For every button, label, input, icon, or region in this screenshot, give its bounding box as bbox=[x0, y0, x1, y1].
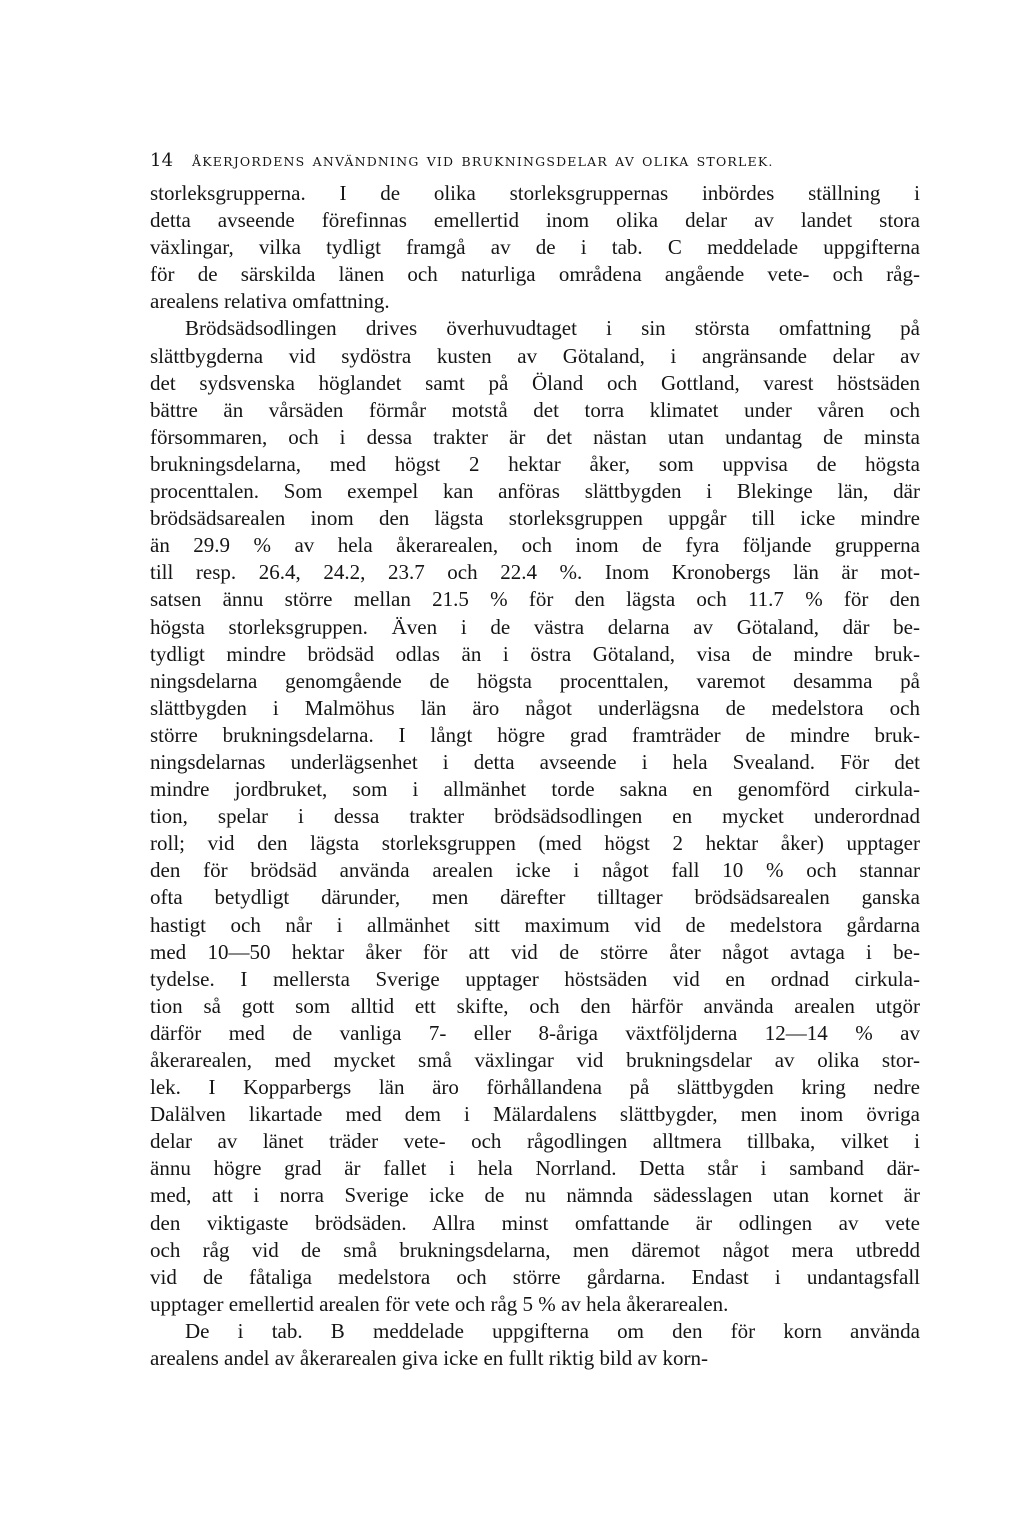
text-line: tion, spelar i dessa trakter brödsädsodlingen en mycket underordnad bbox=[150, 804, 920, 829]
text-line: med, att i norra Sverige icke de nu nämnda sädesslagen utan kornet är bbox=[150, 1183, 920, 1208]
text-line: ofta betydligt därunder, men därefter tilltager brödsädsarealen ganska bbox=[150, 885, 920, 910]
text-line: slättbygden i Malmöhus län äro något underlägsna de medelstora och bbox=[150, 695, 920, 720]
text-line: bättre än vårsäden förmår motstå det torra klimatet under våren och bbox=[150, 397, 920, 422]
text-line: den för brödsäd använda arealen icke i något fall 10 % och stannar bbox=[150, 858, 920, 883]
text-line: hastigt och når i allmänhet sitt maximum vid de medelstora gårdarna bbox=[150, 912, 920, 937]
text-line: arealens relativa omfattning. bbox=[150, 289, 390, 314]
text-line: De i tab. B meddelade uppgifterna om den för korn använda bbox=[185, 1318, 920, 1343]
text-line: än 29.9 % av hela åkerarealen, och inom de fyra följande grupperna bbox=[150, 533, 920, 558]
text-line: den viktigaste brödsäden. Allra minst omfattande är odlingen av vete bbox=[150, 1210, 920, 1235]
text-line: tydelse. I mellersta Sverige upptager höstsäden vid en ordnad cirkula- bbox=[150, 966, 920, 991]
text-line: och råg vid de små brukningsdelarna, men däremot något mera utbredd bbox=[150, 1237, 920, 1262]
paragraph bbox=[150, 180, 920, 315]
paragraph bbox=[150, 1318, 920, 1372]
text-line: tydligt mindre brödsäd odlas än i östra Götaland, visa de mindre bruk- bbox=[150, 641, 920, 666]
text-line: till resp. 26.4, 24.2, 23.7 och 22.4 %. Inom Kronobergs län är mot- bbox=[150, 560, 920, 585]
text-line: försommaren, och i dessa trakter är det nästan utan undantag de minsta bbox=[150, 424, 920, 449]
text-line: slättbygderna vid sydöstra kusten av Götaland, i angränsande delar av bbox=[150, 343, 920, 368]
text-line: detta avseende förefinnas emellertid inom olika delar av landet stora bbox=[150, 208, 920, 233]
text-line: roll; vid den lägsta storleksgruppen (med högst 2 hektar åker) upptager bbox=[150, 831, 920, 856]
paragraph bbox=[150, 315, 920, 1317]
text-line: lek. I Kopparbergs län äro förhållandena på slättbygden kring nedre bbox=[150, 1075, 920, 1100]
text-line: större brukningsdelarna. I långt högre grad framträder de mindre bruk- bbox=[150, 722, 920, 747]
text-line: ningsdelarnas underlägsenhet i detta avseende i hela Svealand. För det bbox=[150, 749, 920, 774]
text-line: Dalälven likartade med dem i Mälardalens slättbygder, men inom övriga bbox=[150, 1102, 920, 1127]
text-line: det sydsvenska höglandet samt på Öland och Gottland, varest höstsäden bbox=[150, 370, 920, 395]
text-line: ännu högre grad är fallet i hela Norrland. Detta står i samband där- bbox=[150, 1156, 920, 1181]
text-line: med 10—50 hektar åker för att vid de större åter något avtaga i be- bbox=[150, 939, 920, 964]
running-title: ÅKERJORDENS ANVÄNDNING VID BRUKNINGSDELAR AV OLIKA STORLEK. bbox=[192, 154, 774, 169]
text-line: satsen ännu större mellan 21.5 % för den lägsta och 11.7 % för den bbox=[150, 587, 920, 612]
text-line: ningsdelarna genomgående de högsta procenttalen, varemot desamma på bbox=[150, 668, 920, 693]
text-line: arealens andel av åkerarealen giva icke en fullt riktig bild av korn- bbox=[150, 1346, 708, 1371]
page-number: 14 bbox=[150, 150, 174, 171]
running-head bbox=[150, 150, 920, 178]
text-line: storleksgrupperna. I de olika storleksgruppernas inbördes ställning i bbox=[150, 181, 920, 205]
text-line: upptager emellertid arealen för vete och råg 5 % av hela åkerarealen. bbox=[150, 1291, 729, 1316]
text-line: vid de fåtaliga medelstora och större gårdarna. Endast i undantagsfall bbox=[150, 1264, 920, 1289]
text-line: tion så gott som alltid ett skifte, och den härför använda arealen utgör bbox=[150, 993, 920, 1018]
text-line: delar av länet träder vete- och rågodlingen alltmera tillbaka, vilket i bbox=[150, 1129, 920, 1154]
text-line: procenttalen. Som exempel kan anföras slättbygden i Blekinge län, där bbox=[150, 479, 920, 504]
body-text bbox=[150, 180, 920, 1372]
text-line: högsta storleksgruppen. Även i de västra delarna av Götaland, där be- bbox=[150, 614, 920, 639]
text-line: för de särskilda länen och naturliga områdena angående vete- och råg- bbox=[150, 262, 920, 287]
book-page bbox=[150, 150, 920, 1460]
text-line: mindre jordbruket, som i allmänhet torde sakna en genomförd cirkula- bbox=[150, 777, 920, 802]
text-line: Brödsädsodlingen drives överhuvudtaget i sin största omfattning på bbox=[185, 316, 920, 341]
text-line: åkerarealen, med mycket små växlingar vid brukningsdelar av olika stor- bbox=[150, 1048, 920, 1072]
text-line: därför med de vanliga 7- eller 8-åriga växtföljderna 12—14 % av bbox=[150, 1020, 920, 1045]
text-line: brödsädsarealen inom den lägsta storleksgruppen uppgår till icke mindre bbox=[150, 506, 920, 531]
text-line: växlingar, vilka tydligt framgå av de i tab. C meddelade uppgifterna bbox=[150, 235, 920, 260]
text-line: brukningsdelarna, med högst 2 hektar åker, som uppvisa de högsta bbox=[150, 451, 920, 476]
